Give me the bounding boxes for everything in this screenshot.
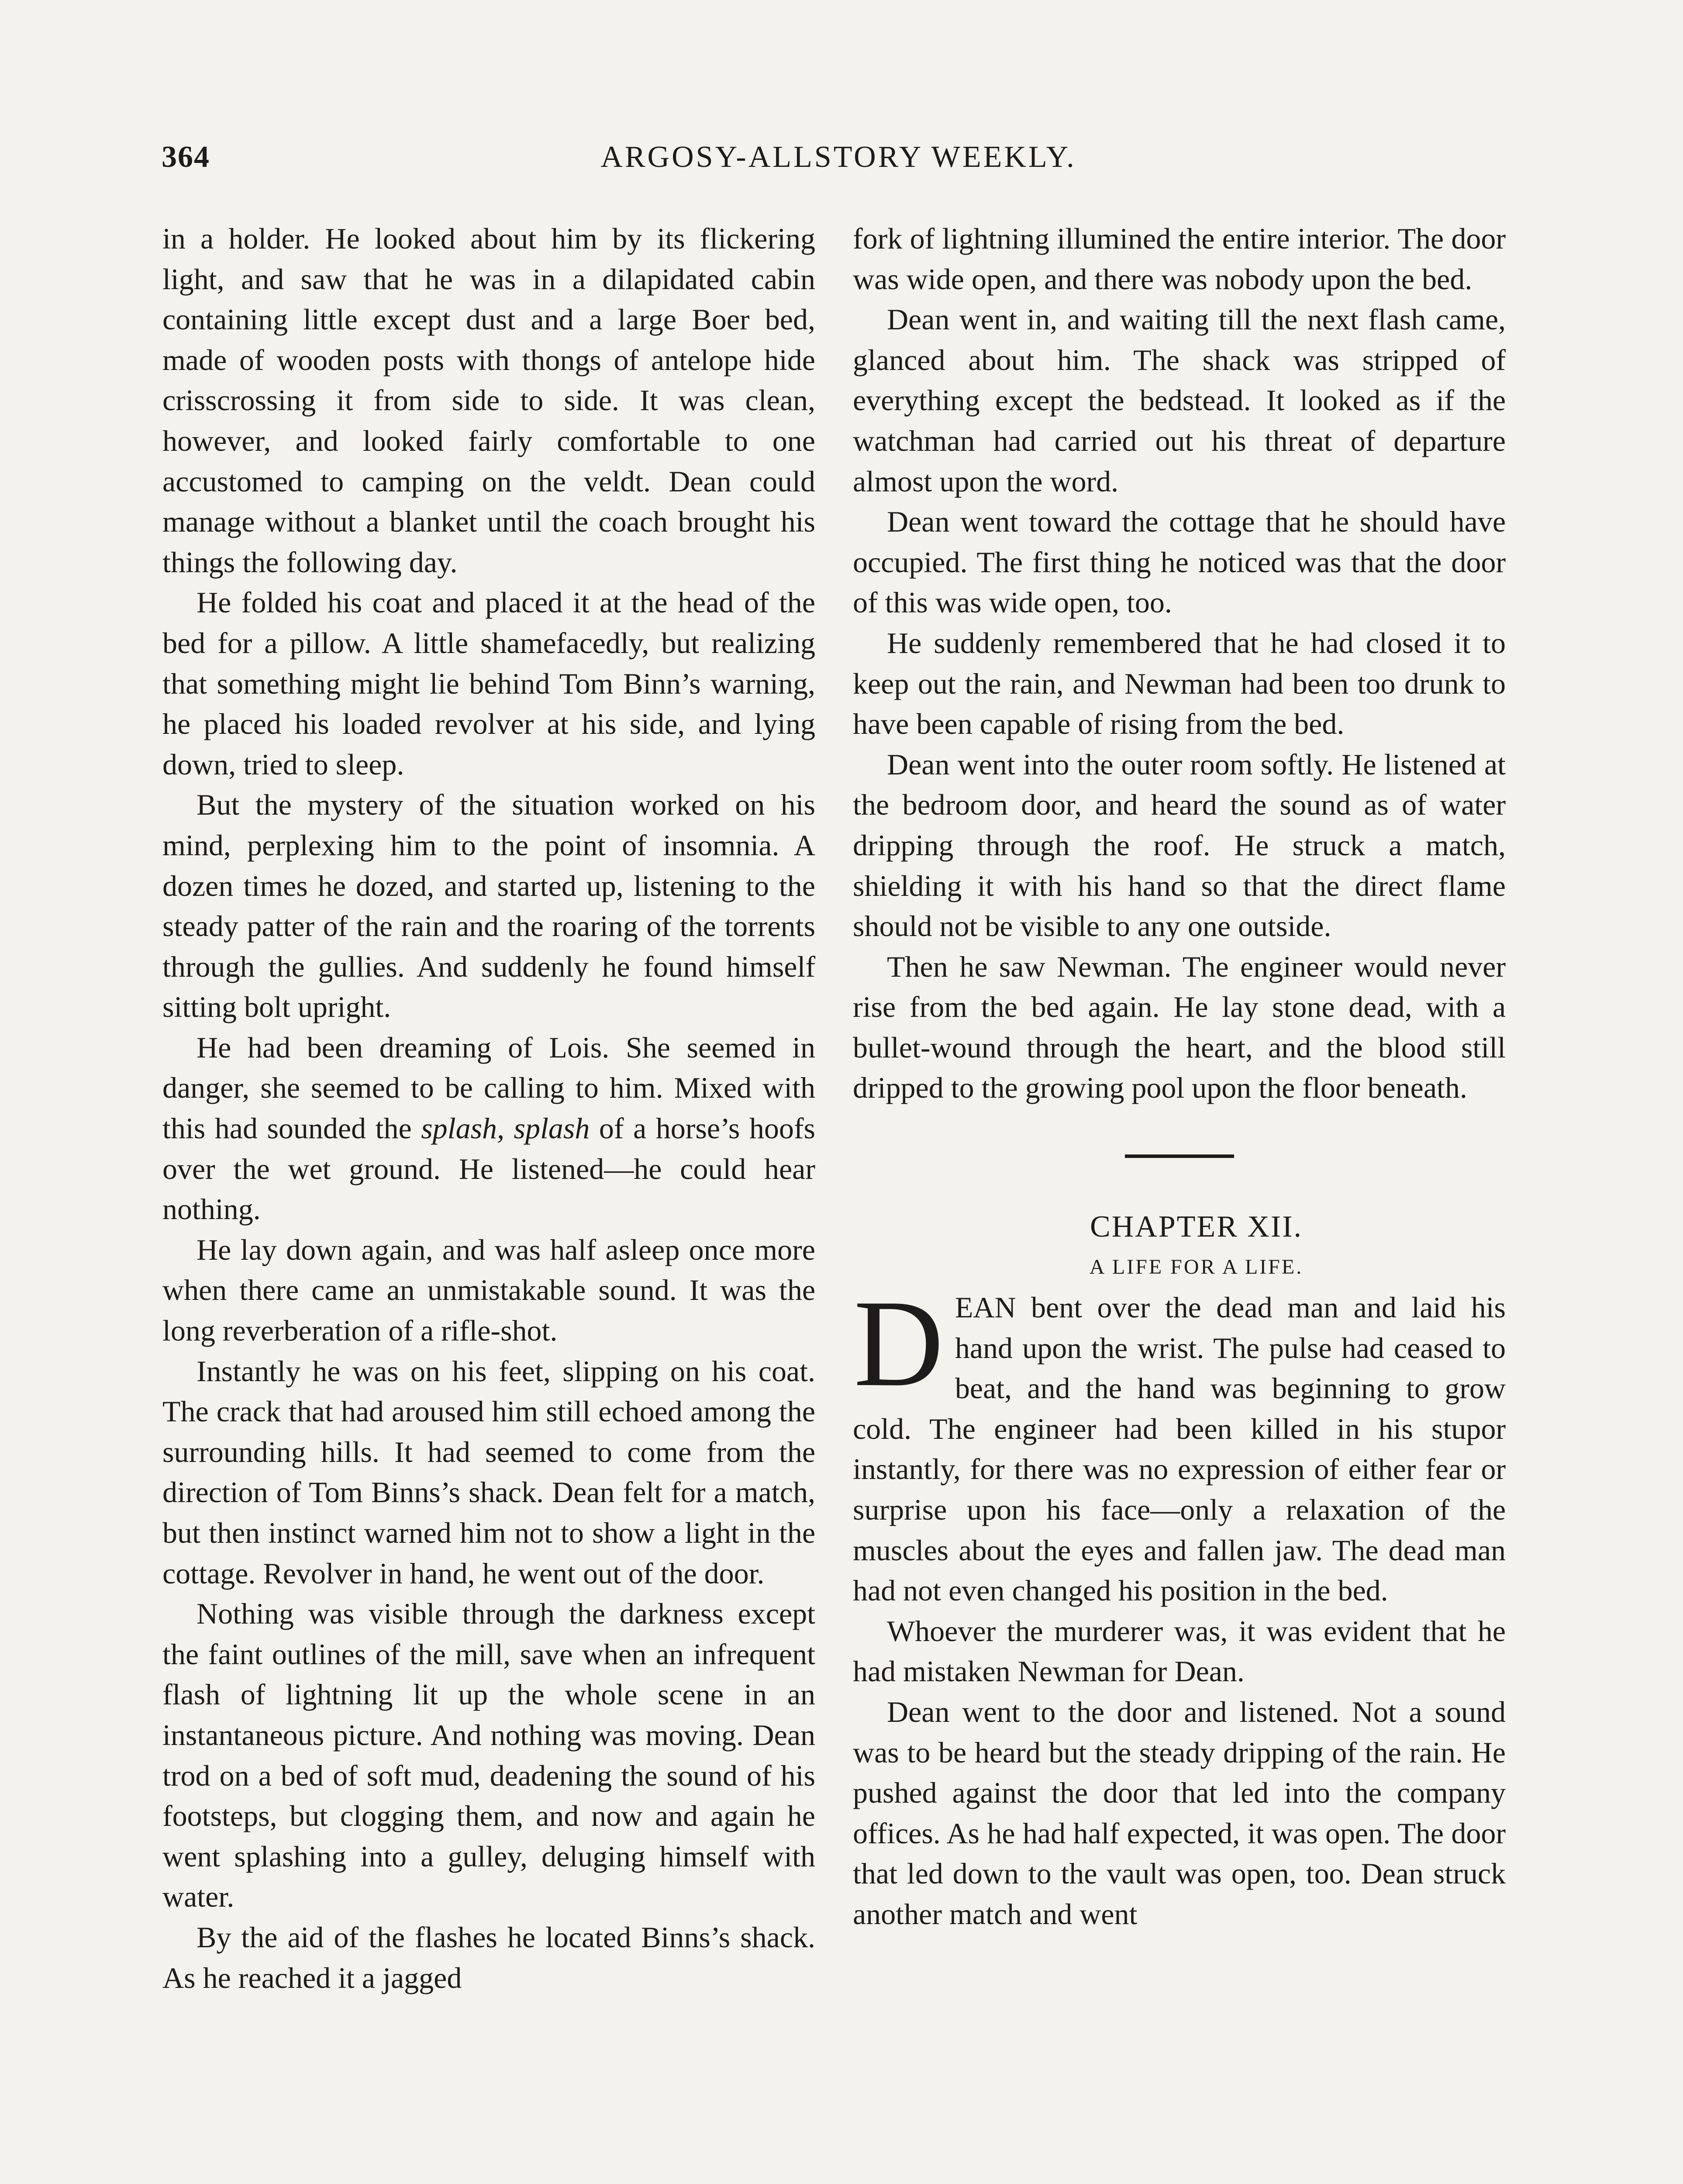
paragraph-text: EAN bent over the dead man and laid his hand upon the wrist. The pulse had ceased to beat, and the hand was beginning to grow cold. The engineer had been killed in his stupor instantly, for there was no expression of either fear or surprise upon his face—only a relaxation of the muscles about the eyes and fallen jaw. The dead man had not even changed his position in the bed. — [853, 1291, 1506, 1607]
paragraph: Dean went in, and waiting till the next flash came, glanced about him. The shack was stripped of everything except the bedstead. It looked as if the watchman had carried out his threat of departure almost upon the word. — [853, 303, 1506, 498]
paragraph-text: of a horse’s hoofs over the wet ground. He listened—he could hear nothing. — [162, 1112, 816, 1226]
page-number: 364 — [162, 140, 210, 174]
paragraph: Nothing was visible through the darkness except the faint outlines of the mill, save when an infrequent flash of lightning lit up the whole scene in an instantaneous picture. And nothing was moving. Dean trod on a bed of soft mud, deadening the sound of his footsteps, but clogging them, and now and again he went splashing into a gulley, deluging himself with water. — [162, 1597, 815, 1914]
paragraph — [162, 1027, 815, 1230]
paragraph: in a holder. He looked about him by its flickering light, and saw that he was in a dilapidated cabin containing little except dust and a large Boer bed, made of wooden posts with thongs of antelope hide crisscrossing it from side to side. It was clean, however, and looked fairly comfortable to one accustomed to camping on the veldt. Dean could manage without a blanket until the coach brought his things the following day. — [162, 222, 815, 579]
italic-text: splash, splash — [421, 1112, 590, 1145]
paragraph: But the mystery of the situation worked on his mind, perplexing him to the point of insomnia. A dozen times he dozed, and started up, listening to the steady patter of the rain and the roaring of the torrents through the gullies. And suddenly he found himself sitting bolt upright. — [162, 788, 815, 1024]
chapter-opening-paragraph — [853, 1274, 1506, 1611]
paragraph: He suddenly remembered that he had closed it to keep out the rain, and Newman had been too drunk to have been capable of rising from the bed. — [853, 626, 1506, 741]
left-column — [162, 218, 815, 1998]
paragraph: He lay down again, and was half asleep once more when there came an unmistakable sound. It was the long reverberation of a rifle-shot. — [162, 1233, 815, 1348]
running-title: ARGOSY-ALLSTORY WEEKLY. — [600, 140, 1076, 174]
paragraph-text: He had been dreaming of Lois. She seemed in danger, she seemed to be calling to him. Mixed with this had sounded the — [162, 1030, 815, 1145]
section-divider — [1125, 1154, 1234, 1158]
paragraph: fork of lightning illumined the entire interior. The door was wide open, and there was nobody upon the bed. — [853, 222, 1506, 296]
paragraph: By the aid of the flashes he located Binns’s shack. As he reached it a jagged — [162, 1920, 815, 1994]
chapter-subtitle: A LIFE FOR A LIFE. — [1089, 1255, 1304, 1279]
paragraph: He folded his coat and placed it at the head of the bed for a pillow. A little shamefacedly, but realizing that something might lie behind Tom Binn’s warning, he placed his loaded revolver at his side, and lying down, tried to sleep. — [162, 586, 815, 781]
right-column — [853, 218, 1506, 1935]
paragraph: Instantly he was on his feet, slipping on his coat. The crack that had aroused him still echoed among the surrounding hills. It had seemed to come from the direction of Tom Binns’s shack. Dean felt for a match, but then instinct warned him not to show a light in the cottage. Revolver in hand, he went out of the door. — [162, 1354, 815, 1590]
paragraph: Whoever the murderer was, it was evident that he had mistaken Newman for Dean. — [853, 1614, 1506, 1688]
chapter-title: CHAPTER XII. — [1090, 1210, 1303, 1244]
paragraph: Dean went to the door and listened. Not a sound was to be heard but the steady dripping of the rain. He pushed against the door that led into the company offices. As he had half expected, it was open. The door that led down to the vault was open, too. Dean struck another match and went — [853, 1695, 1506, 1931]
paragraph: Then he saw Newman. The engineer would never rise from the bed again. He lay stone dead, with a bullet-wound through the heart, and the blood still dripped to the growing pool upon the floor beneath. — [853, 950, 1506, 1105]
drop-cap: D — [854, 1274, 944, 1413]
page-header — [162, 140, 1515, 192]
paragraph: Dean went toward the cottage that he should have occupied. The first thing he noticed was that the door of this was wide open, too. — [853, 505, 1506, 619]
paragraph: Dean went into the outer room softly. He listened at the bedroom door, and heard the sound as of water dripping through the roof. He struck a match, shielding it with his hand so that the direct flame should not be visible to any one outside. — [853, 747, 1506, 943]
